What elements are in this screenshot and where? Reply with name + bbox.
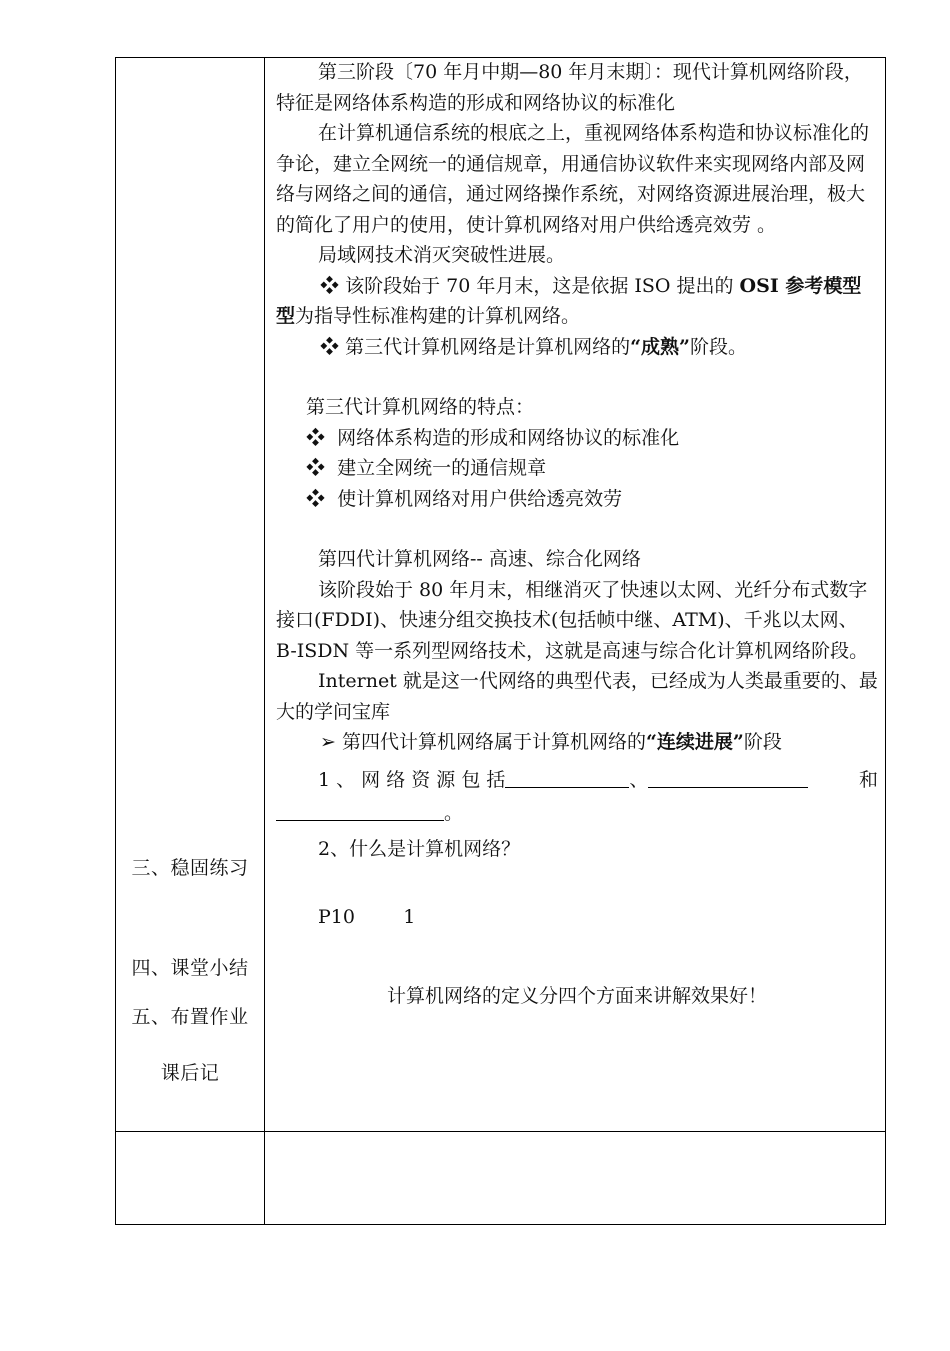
paragraph-stage4-detail: 该阶段始于 80 年月末，相继消灭了快速以太网、光纤分布式数字接口(FDDI)、快速分组交换技术(包括帧中继、ATM)、千兆以太网、B-ISDN 等一系列型网络技术，这就是高速与综合化计算机网络阶段。 (276, 578, 869, 662)
answer-blank[interactable] (276, 800, 444, 821)
paragraph-stage3: 第三阶段〔70 年月中期—80 年月末期〕：现代计算机网络阶段，特征是网络体系构造的形成和网络协议的标准化 (276, 61, 863, 114)
feature-item: ❖ 使计算机网络对用户供给透亮效劳 (306, 487, 623, 510)
diamond-bullet-icon: ❖ (320, 335, 340, 358)
label-summary: 四、课堂小结 (131, 957, 249, 979)
diamond-bullet-icon: ❖ (306, 426, 326, 449)
label-notes: 课后记 (160, 1062, 220, 1084)
feature-item: ❖ 建立全网统一的通信规章 (306, 457, 547, 479)
question-1-cont: 。 (276, 797, 878, 830)
paragraph-stage4-title: 第四代计算机网络-- 高速、综合化网络 (318, 548, 641, 570)
question-1: 1 、 网 络 资 源 包 括 、 和 (318, 768, 878, 791)
homework-text: P10 1 (318, 906, 416, 928)
paragraph-lan: 局域网技术消灭突破性进展。 (318, 244, 566, 266)
column-divider (264, 57, 265, 1225)
bullet-osi: ❖ 该阶段始于 70 年月末，这是依据 ISO 提出的 OSI 参考模型 (320, 274, 862, 297)
paragraph-stage3-detail: 在计算机通信系统的根底之上，重视网络体系构造和协议标准化的争论，建立全网统一的通信规章，用通信协议软件来实现网络内部及网络与网络之间的通信，通过网络操作系统，对网络资源进展治理，极大的简化了用户的使用，使计算机网络对用户供给透亮效劳 。 (276, 122, 870, 236)
bullet-osi-cont: 型为指导性标准构建的计算机网络。 (276, 305, 581, 327)
paragraph-internet: Internet 就是这一代网络的典型代表，已经成为人类最重要的、最大的学问宝库 (276, 670, 878, 723)
features-title: 第三代计算机网络的特点： (306, 396, 535, 418)
diamond-bullet-icon: ❖ (306, 457, 326, 479)
bullet-continuous: ➢ 第四代计算机网络属于计算机网络的“连续进展”阶段 (320, 731, 782, 753)
post-class-note: 计算机网络的定义分四个方面来讲解效果好！ (386, 984, 767, 1007)
arrow-bullet-icon: ➢ (320, 731, 336, 753)
answer-blank[interactable] (648, 767, 808, 788)
diamond-bullet-icon: ❖ (306, 487, 326, 510)
bullet-mature: ❖ 第三代计算机网络是计算机网络的“成熟”阶段。 (320, 335, 747, 358)
label-homework: 五、布置作业 (131, 1006, 249, 1028)
answer-blank[interactable] (505, 767, 629, 788)
lesson-content (276, 57, 878, 1011)
row-divider (115, 1131, 886, 1132)
diamond-bullet-icon: ❖ (320, 274, 340, 297)
label-consolidate: 三、稳固练习 (131, 857, 249, 879)
feature-item: ❖ 网络体系构造的形成和网络协议的标准化 (306, 426, 680, 449)
bullet-osi-bold-end: 型 (276, 305, 296, 327)
question-2: 2、什么是计算机网络？ (318, 837, 521, 860)
